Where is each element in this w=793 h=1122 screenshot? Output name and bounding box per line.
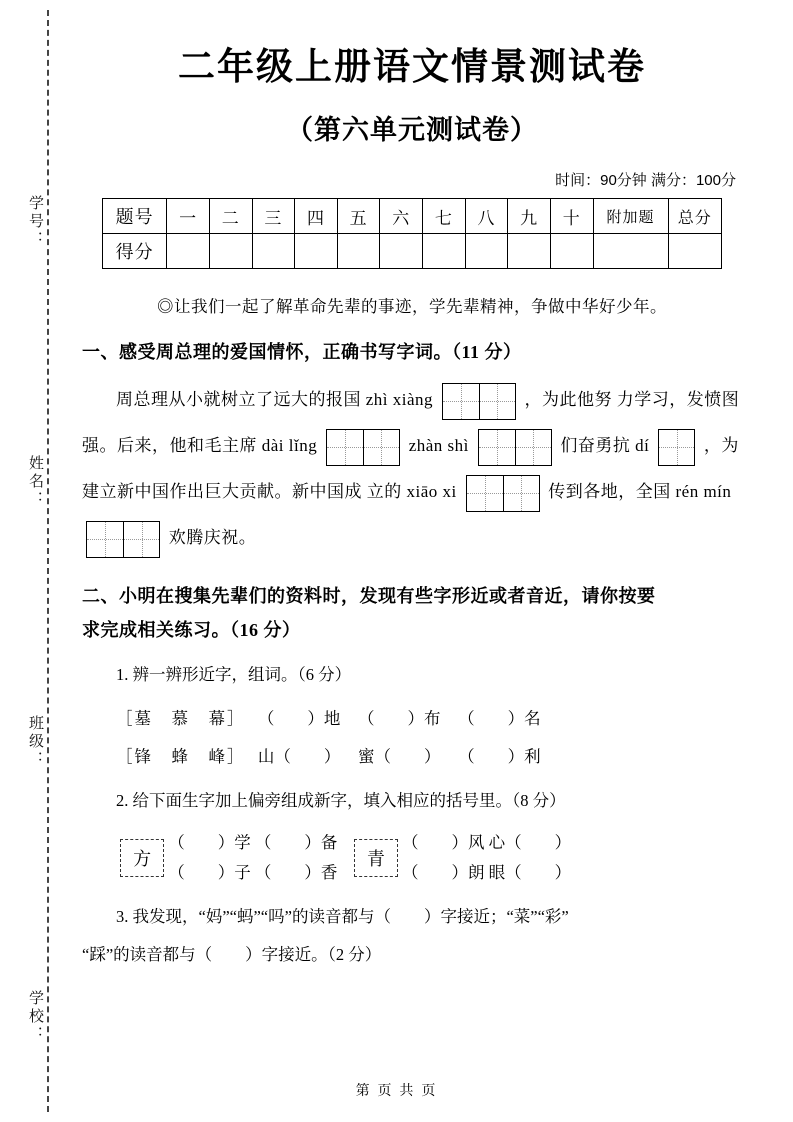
- q1-pinyin-zhixiang: zhì xiàng: [365, 390, 434, 410]
- q2-s2-blank-7[interactable]: （ ）朗: [402, 862, 485, 882]
- q2-s2-blank-6[interactable]: 心（ ）: [488, 832, 572, 852]
- question-2-sub-3: [82, 898, 742, 974]
- question-2-points: （16 分）: [230, 620, 301, 641]
- q1-line1-text-a: 周总理从小就树立了远大的报国: [116, 390, 361, 410]
- q2-s2-char2-blanks: [402, 828, 571, 888]
- score-table: [102, 198, 722, 269]
- question-1-points: （11 分）: [452, 342, 522, 362]
- score-col-total: 总分: [668, 199, 722, 234]
- q2-s1-blank-6[interactable]: （ ）利: [458, 746, 541, 766]
- writing-grid-1[interactable]: [442, 383, 516, 420]
- score-table-row-label-2: 得分: [103, 234, 167, 269]
- table-row-header: [103, 199, 722, 234]
- question-2-title-line2: 求完成相关练习。: [82, 620, 230, 641]
- score-col-2: 二: [209, 199, 252, 234]
- q2-s3-line1[interactable]: 3. 我发现，“妈”“蚂”“吗”的读音都与（ ）字接近；“菜”“彩”: [116, 906, 569, 926]
- radical-char-box-2: 青: [354, 839, 398, 877]
- score-col-9: 九: [508, 199, 551, 234]
- q2-s2-blank-5[interactable]: （ ）风: [402, 832, 485, 852]
- q2-s1-group-2: ［锋 蜂 峰］: [116, 746, 246, 766]
- side-label-group: [16, 0, 46, 1122]
- q1-pinyin-di: dí: [635, 436, 650, 456]
- score-col-8: 八: [465, 199, 508, 234]
- score-col-extra: 附加题: [593, 199, 668, 234]
- score-cell-extra[interactable]: [593, 234, 668, 269]
- side-label-name: 姓名：: [27, 455, 44, 509]
- score-col-3: 三: [252, 199, 295, 234]
- question-2-sub-2: [82, 784, 742, 818]
- q2-s2-blank-2[interactable]: （ ）备: [254, 832, 338, 852]
- score-cell-2[interactable]: [209, 234, 252, 269]
- q2-s3-line2[interactable]: “踩”的读音都与（ ）字接近。: [82, 944, 328, 964]
- question-2-heading: [82, 579, 742, 647]
- score-cell-9[interactable]: [508, 234, 551, 269]
- score-cell-7[interactable]: [423, 234, 466, 269]
- q1-line4-text-a: 立的: [366, 482, 402, 502]
- binding-dashed-line: [47, 10, 49, 1112]
- lead-sentence: ◎让我们一起了解革命先辈的事迹，学先辈精神，争做中华好少年。: [157, 297, 667, 316]
- q2-s1-label: 1. 辨一辨形近字，组词。: [116, 664, 298, 684]
- writing-grid-2[interactable]: [326, 429, 400, 466]
- q2-s1-row-1: [82, 702, 742, 736]
- q2-s1-group-1: ［墓 慕 幕］: [116, 708, 246, 728]
- score-col-4: 四: [295, 199, 338, 234]
- writing-grid-4[interactable]: [658, 429, 695, 466]
- q1-line4-text-c: 欢腾庆祝。: [168, 528, 257, 548]
- question-1-body: [82, 377, 742, 561]
- q2-s1-points: （6 分）: [297, 664, 352, 684]
- question-1-heading: [82, 335, 742, 369]
- q2-s2-blank-4[interactable]: （ ）香: [254, 862, 338, 882]
- score-cell-3[interactable]: [252, 234, 295, 269]
- q2-s1-blank-2[interactable]: （ ）布: [358, 708, 441, 728]
- q1-line3-text-a: 们奋勇抗: [560, 436, 631, 456]
- score-table-row-label-1: 题号: [103, 199, 167, 234]
- page-title: 二年级上册语文情景测试卷: [178, 46, 646, 87]
- q1-line3-text-b: ，为建立新中国作出巨大贡献。新中国成: [82, 436, 739, 502]
- q1-pinyin-renmin: rén mín: [675, 482, 732, 502]
- q2-s1-blank-1[interactable]: （ ）地: [257, 708, 341, 728]
- q1-line1-text-b: ，为此他努: [524, 390, 613, 410]
- writing-grid-3[interactable]: [478, 429, 552, 466]
- score-cell-total[interactable]: [668, 234, 722, 269]
- q1-pinyin-zhanshi: zhàn shì: [408, 436, 469, 456]
- table-row-scores: [103, 234, 722, 269]
- q2-s2-label: 2. 给下面生字加上偏旁组成新字，填入相应的括号里。: [116, 790, 512, 810]
- writing-grid-5[interactable]: [466, 475, 540, 512]
- q2-s2-points: （8 分）: [512, 790, 566, 810]
- side-label-student-id: 学号：: [27, 195, 44, 249]
- q2-s2-grid: [82, 828, 742, 888]
- score-cell-1[interactable]: [167, 234, 210, 269]
- score-cell-4[interactable]: [295, 234, 338, 269]
- page-content: [82, 0, 742, 974]
- question-2-title-line1: 二、小明在搜集先辈们的资料时，发现有些字形近或者音近，请你按要: [82, 586, 656, 607]
- radical-char-box-1: 方: [120, 839, 164, 877]
- score-col-1: 一: [167, 199, 210, 234]
- score-cell-8[interactable]: [465, 234, 508, 269]
- q2-s1-blank-4[interactable]: 山（ ）: [257, 746, 341, 766]
- q2-s1-blank-5[interactable]: 蜜（ ）: [358, 746, 441, 766]
- q1-line2-text-a: 力学习，发愤图强。后来，他和毛主席: [82, 390, 740, 456]
- q1-pinyin-xiaoxi: xiāo xi: [406, 482, 457, 502]
- page-footer: 第 页 共 页: [355, 1082, 438, 1098]
- writing-grid-6[interactable]: [86, 521, 160, 558]
- q2-s1-blank-3[interactable]: （ ）名: [458, 708, 541, 728]
- q2-s1-row-2: [82, 740, 742, 774]
- score-cell-10[interactable]: [550, 234, 593, 269]
- score-col-10: 十: [550, 199, 593, 234]
- score-cell-6[interactable]: [380, 234, 423, 269]
- side-label-school: 学校：: [27, 990, 44, 1044]
- q2-s2-blank-8[interactable]: 眼（ ）: [488, 862, 572, 882]
- exam-meta: 时间：90分钟 满分：100分: [555, 172, 736, 189]
- q2-s2-char1-blanks: [168, 828, 337, 888]
- question-1-title: 一、感受周总理的爱国情怀，正确书写字词。: [82, 342, 452, 362]
- q2-s3-points: （2 分）: [327, 944, 382, 964]
- page-subtitle: （第六单元测试卷）: [286, 115, 538, 145]
- q1-line4-text-b: 传到各地，全国: [548, 482, 671, 502]
- question-2-sub-1: [82, 658, 742, 692]
- q2-s2-blank-3[interactable]: （ ）子: [168, 862, 251, 882]
- score-col-5: 五: [337, 199, 380, 234]
- side-label-class: 班级：: [27, 715, 44, 769]
- q1-pinyin-dailing: dài lǐng: [261, 436, 318, 456]
- score-col-6: 六: [380, 199, 423, 234]
- score-col-7: 七: [423, 199, 466, 234]
- q2-s2-blank-1[interactable]: （ ）学: [168, 832, 251, 852]
- score-cell-5[interactable]: [337, 234, 380, 269]
